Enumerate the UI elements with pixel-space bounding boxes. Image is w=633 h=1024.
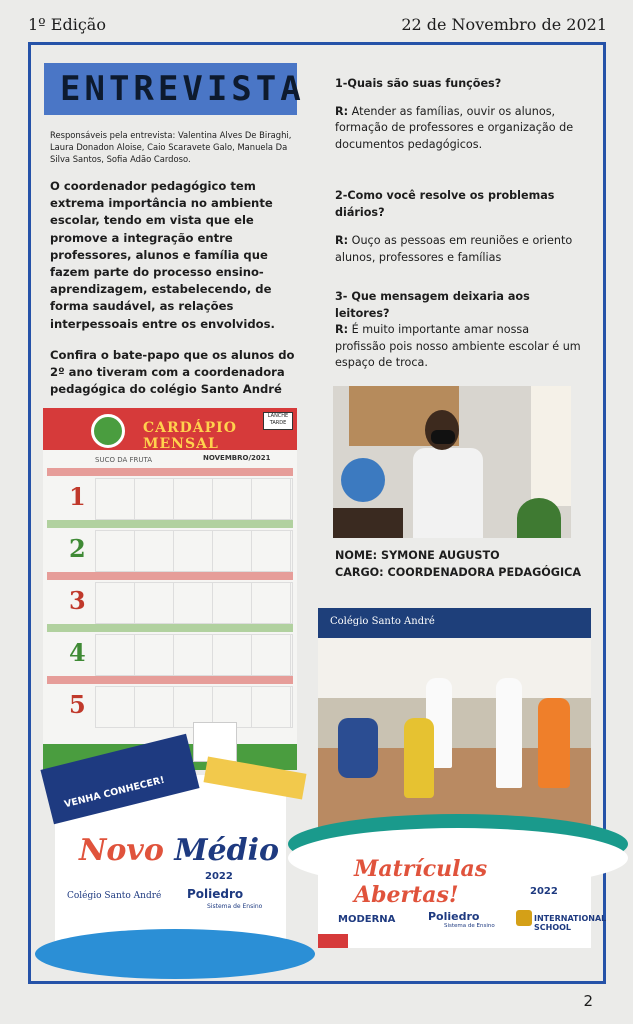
menu-week: 3: [47, 572, 293, 624]
question: 1-Quais são suas funções?: [335, 77, 502, 90]
qa-item-1: [335, 76, 583, 153]
moderna-logo: MODERNA: [338, 914, 396, 925]
watermelon-logo-icon: [91, 414, 125, 448]
menu-week: 4: [47, 624, 293, 676]
qa-item-3: [335, 289, 583, 372]
poliedro-subtitle: Sistema de Ensino: [444, 923, 495, 929]
answer: R: É muito importante amar nossa profissão pois nosso ambiente escolar é um espaço de troca.: [335, 323, 581, 369]
menu-badge: LANCHE TARDE: [263, 412, 293, 430]
poliedro-logo: Poliedro: [187, 887, 244, 901]
novo-medio-tag: VENHA CONHECER!: [63, 774, 166, 811]
novo-medio-year: 2022: [205, 871, 233, 882]
interview-cta: Confira o bate-papo que os alunos do 2º ano tiveram com a coordenadora pedagógica do colégio Santo André: [50, 348, 295, 397]
menu-week: 1: [47, 468, 293, 520]
juice-box-icon: [193, 722, 237, 762]
interview-title-bar: [44, 63, 305, 115]
person-role: CARGO: COORDENADORA PEDAGÓGICA: [335, 565, 581, 579]
interview-lead: O coordenador pedagógico tem extrema importância no ambiente escolar, tendo em vista que ele promove a integração entre professores, alunos e família que fazem parte do processo ensino-aprendizagem, estabelecendo, de forma saudável, as relações interpessoais entre os envolvidos.: [50, 179, 275, 331]
coordinator-photo: [333, 386, 571, 538]
interview-responsible: Responsáveis pela entrevista: Valentina Alves De Biraghi, Laura Donadon Aloise, Caio Scaravete Galo, Manuela Da Silva Santos, Sofia Adão Cardoso.: [50, 130, 292, 164]
students-photo: [318, 638, 591, 828]
globe-icon: [341, 458, 385, 502]
question: 3- Que mensagem deixaria aos leitores?: [335, 290, 530, 320]
novo-medio-title: Novo Médio: [79, 833, 280, 868]
interview-title: ENTREVISTA: [60, 69, 305, 109]
issue-date: 22 de Novembro de 2021: [401, 15, 607, 34]
menu-week: 2: [47, 520, 293, 572]
edition-label: 1º Edição: [28, 15, 106, 34]
answer: R: Ouço as pessoas em reuniões e oriento alunos, professores e famílias: [335, 234, 573, 264]
person-caption: [335, 548, 581, 581]
international-school-badge-icon: [516, 910, 532, 926]
international-school-logo: INTERNATIONAL SCHOOL: [534, 914, 607, 932]
menu-week: 5: [47, 676, 293, 728]
matriculas-ad: [318, 608, 607, 948]
matriculas-title: Matrículas Abertas!: [354, 856, 488, 908]
novo-medio-ad: [55, 775, 286, 959]
poliedro-subtitle: Sistema de Ensino: [207, 903, 263, 910]
page-number: 2: [583, 992, 593, 1010]
matriculas-year: 2022: [530, 886, 558, 897]
school-logo: Colégio Santo André: [330, 616, 435, 627]
qa-item-2: [335, 188, 583, 266]
answer: R: Atender as famílias, ouvir os alunos, formação de professores e organização de documentos pedagógicos.: [335, 104, 574, 151]
menu-month: NOVEMBRO/2021: [203, 454, 271, 462]
person-name: NOME: SYMONE AUGUSTO: [335, 549, 500, 562]
menu-card-image: [43, 408, 297, 770]
menu-brand: SUCO DA FRUTA: [95, 456, 153, 464]
question: 2-Como você resolve os problemas diários?: [335, 189, 555, 219]
school-logo: Colégio Santo André: [67, 891, 162, 901]
menu-title: CARDÁPIO MENSAL: [143, 420, 237, 452]
poliedro-logo: Poliedro: [428, 910, 480, 923]
